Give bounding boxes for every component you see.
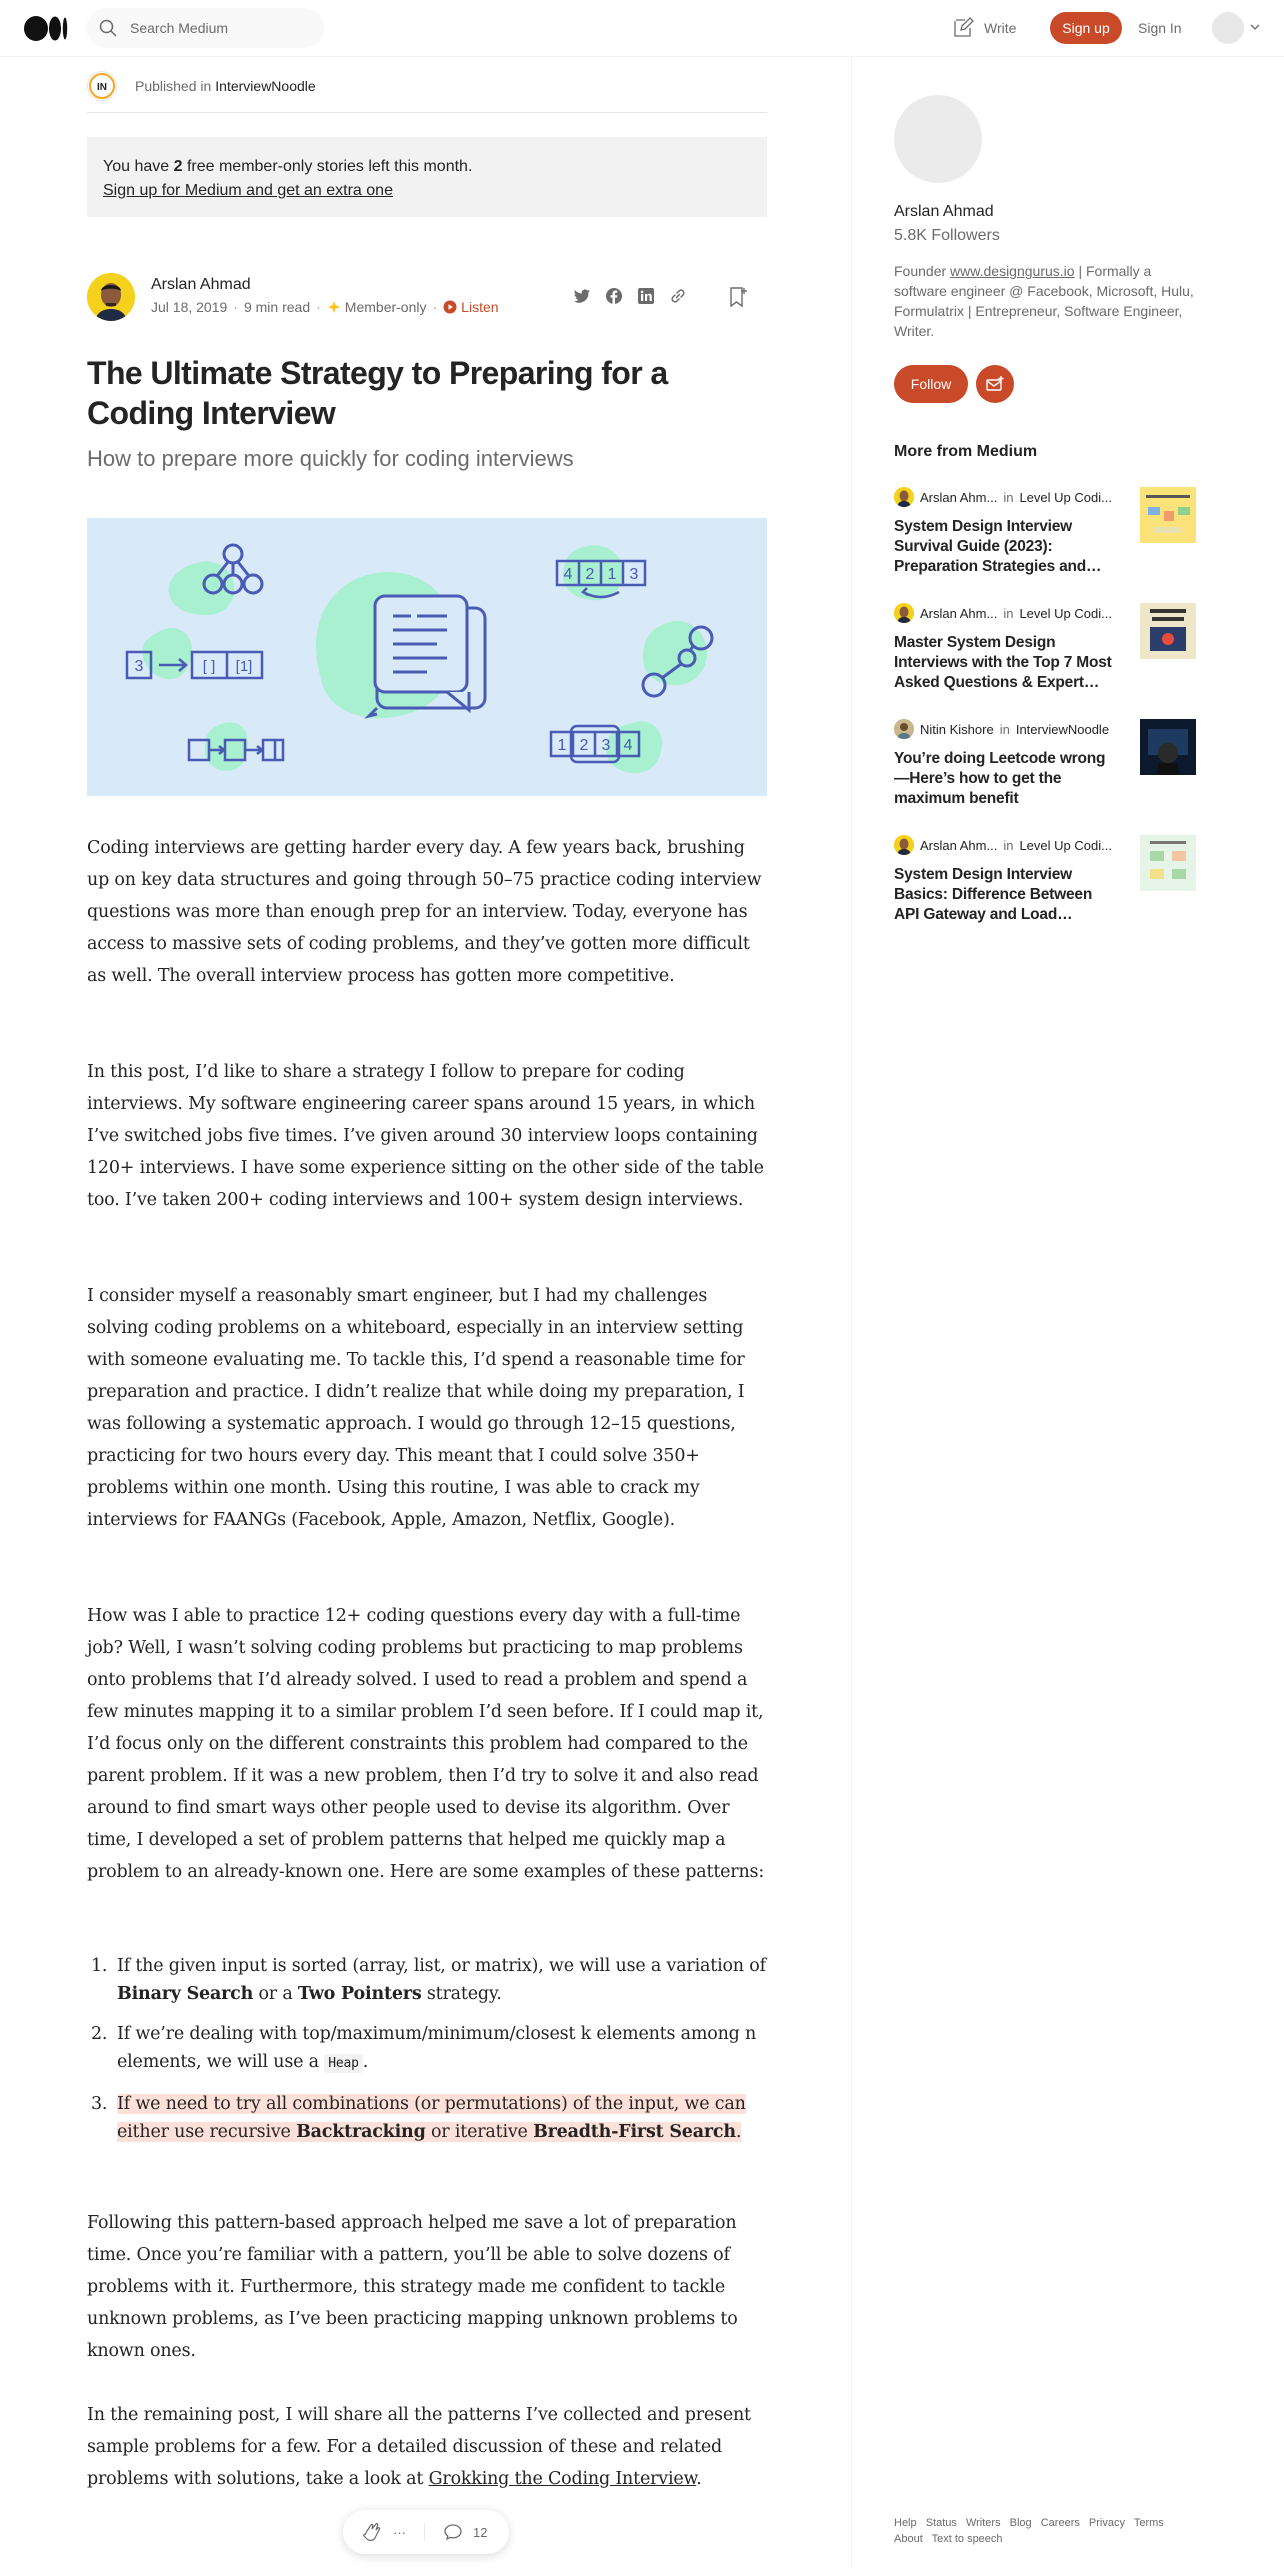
author-row — [87, 273, 767, 321]
paragraph: Following this pattern-based approach helped me save a lot of preparation time. Once you’re familiar with a pattern, you’ll be able to solve dozens of problems with it. Furthermore, this strategy made me confident to tackle unknown problems, as I’ve been practicing mapping unknown problems to known ones. — [87, 2213, 738, 2361]
search-placeholder: Search Medium — [130, 20, 229, 36]
inline-code: Heap — [324, 2054, 363, 2073]
article-meta — [151, 299, 499, 315]
facebook-icon[interactable] — [605, 287, 623, 305]
sidebar-divider — [851, 57, 852, 2568]
listen-label: Listen — [461, 299, 499, 315]
write-icon — [952, 17, 974, 39]
paragraph — [87, 2399, 767, 2495]
floating-action-bar — [343, 2510, 509, 2554]
author-photo-icon — [87, 273, 135, 321]
sidebar-author-name[interactable]: Arslan Ahmad — [894, 203, 994, 220]
response-count: 12 — [473, 2524, 488, 2540]
user-avatar[interactable] — [1212, 12, 1244, 44]
list-bold: Two Pointers — [297, 1984, 422, 2004]
story-thumbnail — [1140, 603, 1196, 659]
array-bottom-item: 3 — [601, 737, 611, 754]
story-title: System Design Interview Survival Guide (2023): Preparation Strategies and… — [894, 518, 1102, 575]
list-text: or iterative — [425, 2122, 534, 2142]
story-in: in — [1003, 605, 1014, 621]
article-title: The Ultimate Strategy to Preparing for a Coding Interview — [87, 355, 668, 431]
highlight — [117, 2094, 746, 2142]
hero-illustration — [87, 518, 767, 796]
divider — [87, 112, 767, 113]
story-title: You’re doing Leetcode wrong —Here’s how to get the maximum benefit — [894, 750, 1106, 807]
story-thumbnail — [1140, 487, 1196, 543]
publication-row — [87, 71, 316, 101]
story-in: in — [1003, 489, 1014, 505]
story-publication: Level Up Codi... — [1019, 605, 1112, 621]
list-text: . — [362, 2052, 369, 2072]
subscribe-email-button[interactable] — [976, 365, 1014, 403]
separator-dot: · — [432, 299, 438, 315]
footer-link-text-to-speech[interactable]: Text to speech — [931, 2533, 1003, 2545]
list-number: 2. — [91, 2024, 108, 2044]
list-text: If the given input is sorted (array, list, or matrix), we will use a variation of — [117, 1956, 766, 1976]
published-in-label: Published in — [135, 78, 212, 94]
footer-link-terms[interactable]: Terms — [1133, 2517, 1164, 2529]
top-navigation-bar — [0, 0, 1284, 57]
clap-count: ··· — [393, 2524, 406, 2540]
paragraph: Coding interviews are getting harder every day. A few years back, brushing up on key data structures and going through 50–75 practice coding interview questions was more than enough prep for an interview. Today, everyone has access to massive sets of coding problems, and they’ve gotten more difficult as well. The overall interview process has gotten more competitive. — [87, 838, 762, 986]
divider — [424, 2523, 425, 2541]
story-author-avatar — [894, 835, 914, 855]
story-publication: Level Up Codi... — [1019, 837, 1112, 853]
story-author-avatar — [894, 487, 914, 507]
story-thumbnail — [1140, 835, 1196, 891]
array-left-item: [1] — [235, 658, 253, 675]
recommended-story[interactable] — [894, 603, 1198, 703]
member-stories-banner — [87, 137, 767, 217]
read-time: 9 min read — [243, 299, 311, 315]
list-number: 1. — [91, 1956, 108, 1976]
twitter-icon[interactable] — [573, 287, 591, 305]
array-bottom-item: 4 — [623, 737, 633, 754]
list-text: If we need to try all combinations (or permutations) of the input, we can either use recursive — [117, 2094, 746, 2142]
sign-up-button[interactable]: Sign up — [1050, 12, 1122, 44]
footer-link-status[interactable]: Status — [925, 2517, 957, 2529]
footer-link-about[interactable]: About — [894, 2533, 923, 2545]
array-top-item: 1 — [607, 566, 617, 583]
story-title: System Design Interview Basics: Difference Between API Gateway and Load… — [894, 866, 1093, 923]
list-item — [87, 2020, 767, 2078]
article-subtitle: How to prepare more quickly for coding interviews — [87, 446, 574, 471]
footer-link-privacy[interactable]: Privacy — [1088, 2517, 1125, 2529]
pattern-list — [87, 1952, 767, 2158]
bio-text: | Formally a software engineer @ Facebook, Microsoft, Hulu, Formulatrix | Entrepreneur, Software Engineer, Writer. — [894, 263, 1194, 339]
story-author: Arslan Ahm... — [920, 489, 998, 505]
star-icon — [327, 300, 341, 314]
array-top-item: 3 — [629, 566, 639, 583]
story-publication: InterviewNoodle — [1015, 721, 1110, 737]
separator-dot: · — [316, 299, 321, 315]
story-in: in — [1003, 837, 1014, 853]
story-meta — [894, 603, 1134, 623]
footer-link-help[interactable]: Help — [894, 2517, 917, 2529]
linkedin-icon[interactable] — [637, 287, 655, 305]
bio-link[interactable]: www.designgurus.io — [950, 263, 1075, 279]
write-button[interactable] — [952, 15, 1016, 41]
medium-logo-icon[interactable] — [24, 16, 68, 41]
share-icons — [573, 287, 687, 305]
story-author: Arslan Ahm... — [920, 605, 998, 621]
array-top-item: 2 — [585, 566, 595, 583]
member-only-label: Member-only — [344, 299, 427, 315]
search-icon — [98, 18, 118, 38]
paragraph: I consider myself a reasonably smart engineer, but I had my challenges solving coding problems on a whiteboard, especially in an interview setting with someone evaluating me. To tackle this, I’d spend a reasonable time for preparation and practice. I didn’t realize that while doing my preparation, I was following a systematic approach. I would go through 12–15 questions, practicing for two hours every day. This meant that I could solve 350+ problems within one month. Using this routine, I was able to crack my interviews for FAANGs (Facebook, Apple, Amazon, Netflix, Google). — [87, 1286, 745, 1530]
chevron-down-icon[interactable] — [1250, 23, 1260, 31]
publication-name[interactable]: InterviewNoodle — [215, 78, 316, 94]
footer-link-writers[interactable]: Writers — [965, 2517, 1001, 2529]
link-icon[interactable] — [669, 287, 687, 305]
list-text: or a — [253, 1984, 298, 2004]
svg-text:IN: IN — [97, 82, 107, 93]
array-bottom-item: 2 — [579, 737, 589, 754]
story-publication: Level Up Codi... — [1019, 489, 1112, 505]
list-text: strategy. — [421, 1984, 502, 2004]
separator-dot: · — [233, 299, 238, 315]
banner-signup-link[interactable]: Sign up for Medium and get an extra one — [103, 182, 393, 199]
follow-button[interactable]: Follow — [894, 365, 968, 403]
publication-logo[interactable] — [87, 71, 117, 101]
search-input[interactable] — [86, 8, 324, 48]
play-icon — [443, 300, 457, 314]
recommended-story[interactable] — [894, 719, 1198, 819]
member-only-badge — [327, 299, 427, 315]
listen-button[interactable] — [443, 299, 498, 315]
array-bottom-item: 1 — [557, 737, 567, 754]
list-text: If we’re dealing with top/maximum/minimum/closest k elements among n elements, we will use a — [117, 2024, 757, 2072]
story-meta — [894, 719, 1134, 739]
story-in: in — [999, 721, 1010, 737]
footer-link-blog[interactable]: Blog — [1009, 2517, 1032, 2529]
array-left-first: 3 — [134, 658, 144, 675]
write-label: Write — [984, 20, 1017, 36]
paragraph: How was I able to practice 12+ coding questions every day with a full-time job? Well, I wasn’t solving coding problems but practicing to map problems onto problems that I’d already solved. I used to read a problem and spend a few minutes mapping it to a similar problem I’d seen before. If I could map it, I’d focus only on the different constraints this problem had compared to the parent problem. If it was a new problem, then I’d try to solve it and also read around to find smart ways other people used to devise its algorithm. Over time, I developed a set of problem patterns that helped me quickly map a problem to an already-known one. Here are some examples of these patterns: — [87, 1606, 765, 1882]
sign-in-link[interactable]: Sign In — [1138, 20, 1182, 36]
mail-plus-icon — [985, 375, 1005, 393]
footer-link-careers[interactable]: Careers — [1040, 2517, 1080, 2529]
paragraph-text: In the remaining post, I will share all the patterns I’ve collected and present sample problems for a few. For a detailed discussion of these and related problems with solutions, take a look at — [87, 2405, 751, 2489]
author-profile-avatar[interactable] — [894, 95, 982, 183]
banner-text-after: free member-only stories left this month. — [182, 158, 473, 175]
recommended-story[interactable] — [894, 835, 1198, 935]
array-top-item: 4 — [563, 566, 573, 583]
story-thumbnail — [1140, 719, 1196, 775]
clap-icon[interactable] — [361, 2521, 383, 2543]
paragraph: In this post, I’d like to share a strategy I follow to prepare for coding interviews. My software engineering career spans around 15 years, in which I’ve switched jobs five times. I’ve given around 30 interview loops containing 120+ interviews. I have some experience sitting on the other side of the table too. I’ve taken 200+ coding interviews and 100+ system design interviews. — [87, 1062, 764, 1210]
publish-date: Jul 18, 2019 — [151, 299, 228, 315]
author-bio — [894, 261, 1204, 341]
more-from-medium-heading: More from Medium — [894, 443, 1038, 460]
list-text: . — [735, 2122, 742, 2142]
story-author: Nitin Kishore — [920, 721, 994, 737]
grokking-link[interactable]: Grokking the Coding Interview — [428, 2469, 697, 2489]
response-icon[interactable] — [443, 2522, 463, 2542]
author-avatar[interactable] — [87, 273, 135, 321]
followers-count[interactable]: 5.8K Followers — [894, 227, 1000, 244]
story-meta — [894, 487, 1134, 507]
recommended-story[interactable] — [894, 487, 1198, 587]
interviewnoodle-logo-icon — [89, 73, 115, 99]
bookmark-add-icon[interactable] — [727, 285, 749, 309]
author-name[interactable]: Arslan Ahmad — [151, 276, 251, 293]
list-item — [87, 1952, 767, 2008]
story-title: Master System Design Interviews with the Top 7 Most Asked Questions & Expert… — [894, 634, 1112, 691]
story-author-avatar — [894, 719, 914, 739]
list-bold: Breadth-First Search — [533, 2122, 736, 2142]
banner-count: 2 — [173, 158, 183, 175]
paragraph-text: . — [696, 2469, 702, 2489]
list-number: 3. — [91, 2094, 108, 2114]
list-bold: Binary Search — [117, 1984, 254, 2004]
array-left-item: [ ] — [202, 658, 216, 675]
banner-text-before: You have — [103, 158, 174, 175]
story-author-avatar — [894, 603, 914, 623]
bio-text: Founder — [894, 263, 951, 279]
footer-links — [894, 2515, 1204, 2547]
list-item-highlighted[interactable] — [87, 2090, 767, 2146]
list-bold: Backtracking — [296, 2122, 426, 2142]
story-author: Arslan Ahm... — [920, 837, 998, 853]
story-meta — [894, 835, 1134, 855]
